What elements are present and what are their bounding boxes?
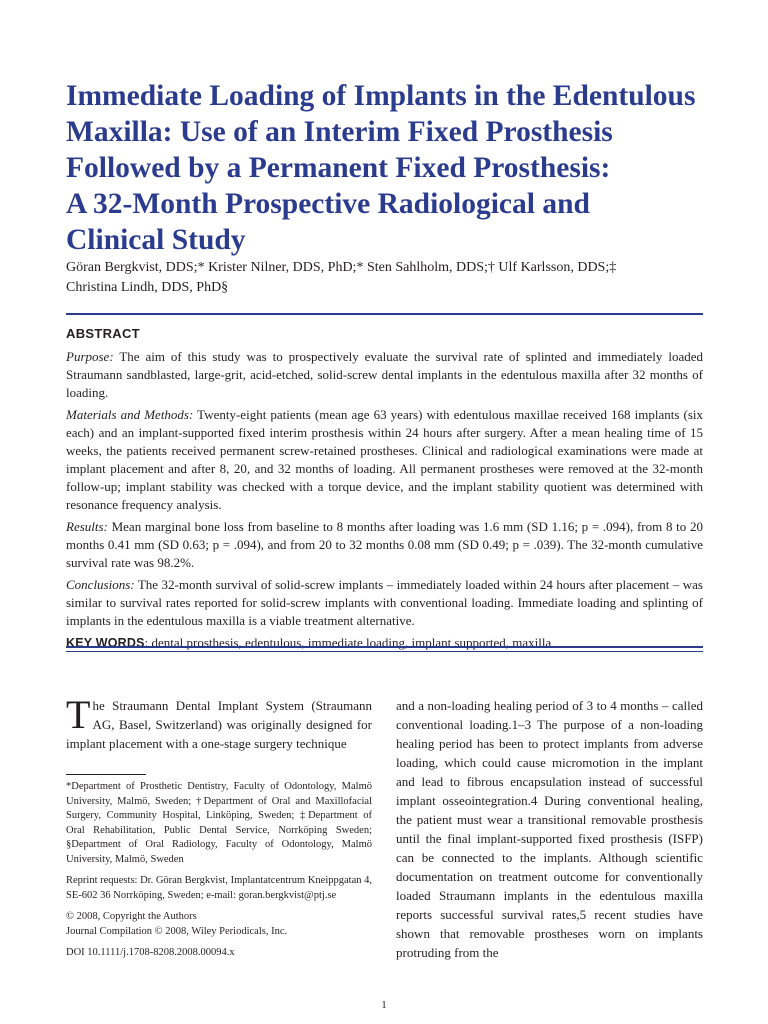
abstract-results [66, 518, 703, 572]
author-line: Göran Bergkvist, DDS;* Krister Nilner, DDS, PhD;* Sten Sahlholm, DDS;† Ulf Karlsson, DDS;‡ [66, 260, 617, 275]
results-label: Results: [66, 519, 108, 534]
conclusions-text: The 32-month survival of solid-screw implants – immediately loaded within 24 hours after placement – was similar to survival rates reported for solid-screw implants with conventional loading. Immediate loading and splinting of implants in the edentulous maxilla is a viable treatment alternative. [66, 577, 703, 628]
abstract-block [66, 325, 703, 652]
keywords-label: KEY WORDS [66, 636, 145, 650]
body-column-right [396, 696, 703, 962]
methods-label: Materials and Methods: [66, 407, 194, 422]
reprint-requests: Reprint requests: Dr. Göran Bergkvist, Implantatcentrum Kneippgatan 4, SE-602 36 Norrköping, Sweden; e-mail: goran.bergkvist@ptj.se [66, 875, 372, 901]
title-line: Clinical Study [66, 224, 246, 256]
body-text-left: he Straumann Dental Implant System (Straumann AG, Basel, Switzerland) was originally designed for implant placement with a one-stage surgery technique [66, 698, 372, 751]
purpose-label: Purpose: [66, 349, 114, 364]
copyright-line-1: © 2008, Copyright the Authors [66, 911, 197, 922]
abstract-top-rule [66, 313, 703, 315]
keywords-text: : dental prosthesis, edentulous, immediate loading, implant supported, maxilla [144, 635, 552, 650]
title-line: Maxilla: Use of an Interim Fixed Prosthesis [66, 116, 613, 148]
results-text: Mean marginal bone loss from baseline to 8 months after loading was 1.6 mm (SD 1.16; p = .094), from 8 to 20 months 0.41 mm (SD 0.63; p = .094), and from 20 to 32 months 0.08 mm (SD 0.49; p = .039). The 32-month cumulative survival rate was 98.2%. [66, 519, 703, 570]
title-line: Followed by a Permanent Fixed Prosthesis: [66, 152, 611, 184]
abstract-conclusions [66, 576, 703, 630]
body-column-left [66, 692, 372, 753]
abstract-methods [66, 406, 703, 514]
affiliations: *Department of Prosthetic Dentistry, Faculty of Odontology, Malmö University, Malmö, Sweden; †Department of Oral and Maxillofacial Surgery, Community Hospital, Linköping, Sweden; ‡Department of Oral Rehabilitation, Public Dental Service, Norrköping Sweden; §Department of Oral Radiology, Faculty of Odontology, Malmö University, Malmö, Sweden [66, 781, 372, 865]
purpose-text: The aim of this study was to prospectively evaluate the survival rate of splinted and immediately loaded Straumann sandblasted, large-grit, acid-etched, solid-screw dental implants in the edentulous maxilla after 32 months of loading. [66, 349, 703, 400]
abstract-heading: ABSTRACT [66, 326, 140, 341]
methods-text: Twenty-eight patients (mean age 63 years) with edentulous maxillae received 168 implants (six each) and an implant-supported fixed interim prosthesis within 24 hours after surgery. After a mean healing time of 15 weeks, the patients received permanent screw-retained prostheses. Clinical and radiological examinations were made at implant placement and after 8, 20, and 32 months of loading. All permanent prostheses were removed at the 32-month follow-up; implant stability was checked with a torque device, and the implant stability quotient was determined with resonance frequency analysis. [66, 407, 704, 512]
footnotes [66, 780, 372, 968]
drop-cap: T [66, 692, 91, 737]
copyright-line-2: Journal Compilation © 2008, Wiley Periodicals, Inc. [66, 925, 288, 937]
abstract-bottom-rule [66, 646, 703, 648]
keywords [66, 634, 703, 652]
article-title [66, 78, 716, 258]
abstract-bottom-rule-thin [66, 651, 703, 652]
title-line: A 32-Month Prospective Radiological and [66, 188, 590, 220]
author-list [66, 258, 716, 298]
footnote-rule [66, 774, 146, 775]
body-text-right: and a non-loading healing period of 3 to 4 months – called conventional loading.1–3 The purpose of a non-loading healing period has been to protect implants from adverse loading, which could cause micromotion in the implant and lead to fibrous encapsulation instead of successful implant osseointegration.4 During conventional healing, the patient must wear a transitional removable prosthesis until the final implant-supported fixed prosthesis (ISFP) can be connected to the implants. Although scientific documentation on treatment outcome for conventionally loaded Straumann implants in the edentulous maxilla reports successful survival rates,5 recent studies have shown that removable prostheses worn on implants protruding from the [396, 698, 703, 960]
page-number: 1 [381, 999, 387, 1011]
author-line: Christina Lindh, DDS, PhD§ [66, 280, 229, 295]
abstract-purpose [66, 348, 703, 402]
title-line: Immediate Loading of Implants in the Edentulous [66, 80, 696, 112]
doi: DOI 10.1111/j.1708-8208.2008.00094.x [66, 947, 235, 958]
conclusions-label: Conclusions: [66, 577, 135, 592]
